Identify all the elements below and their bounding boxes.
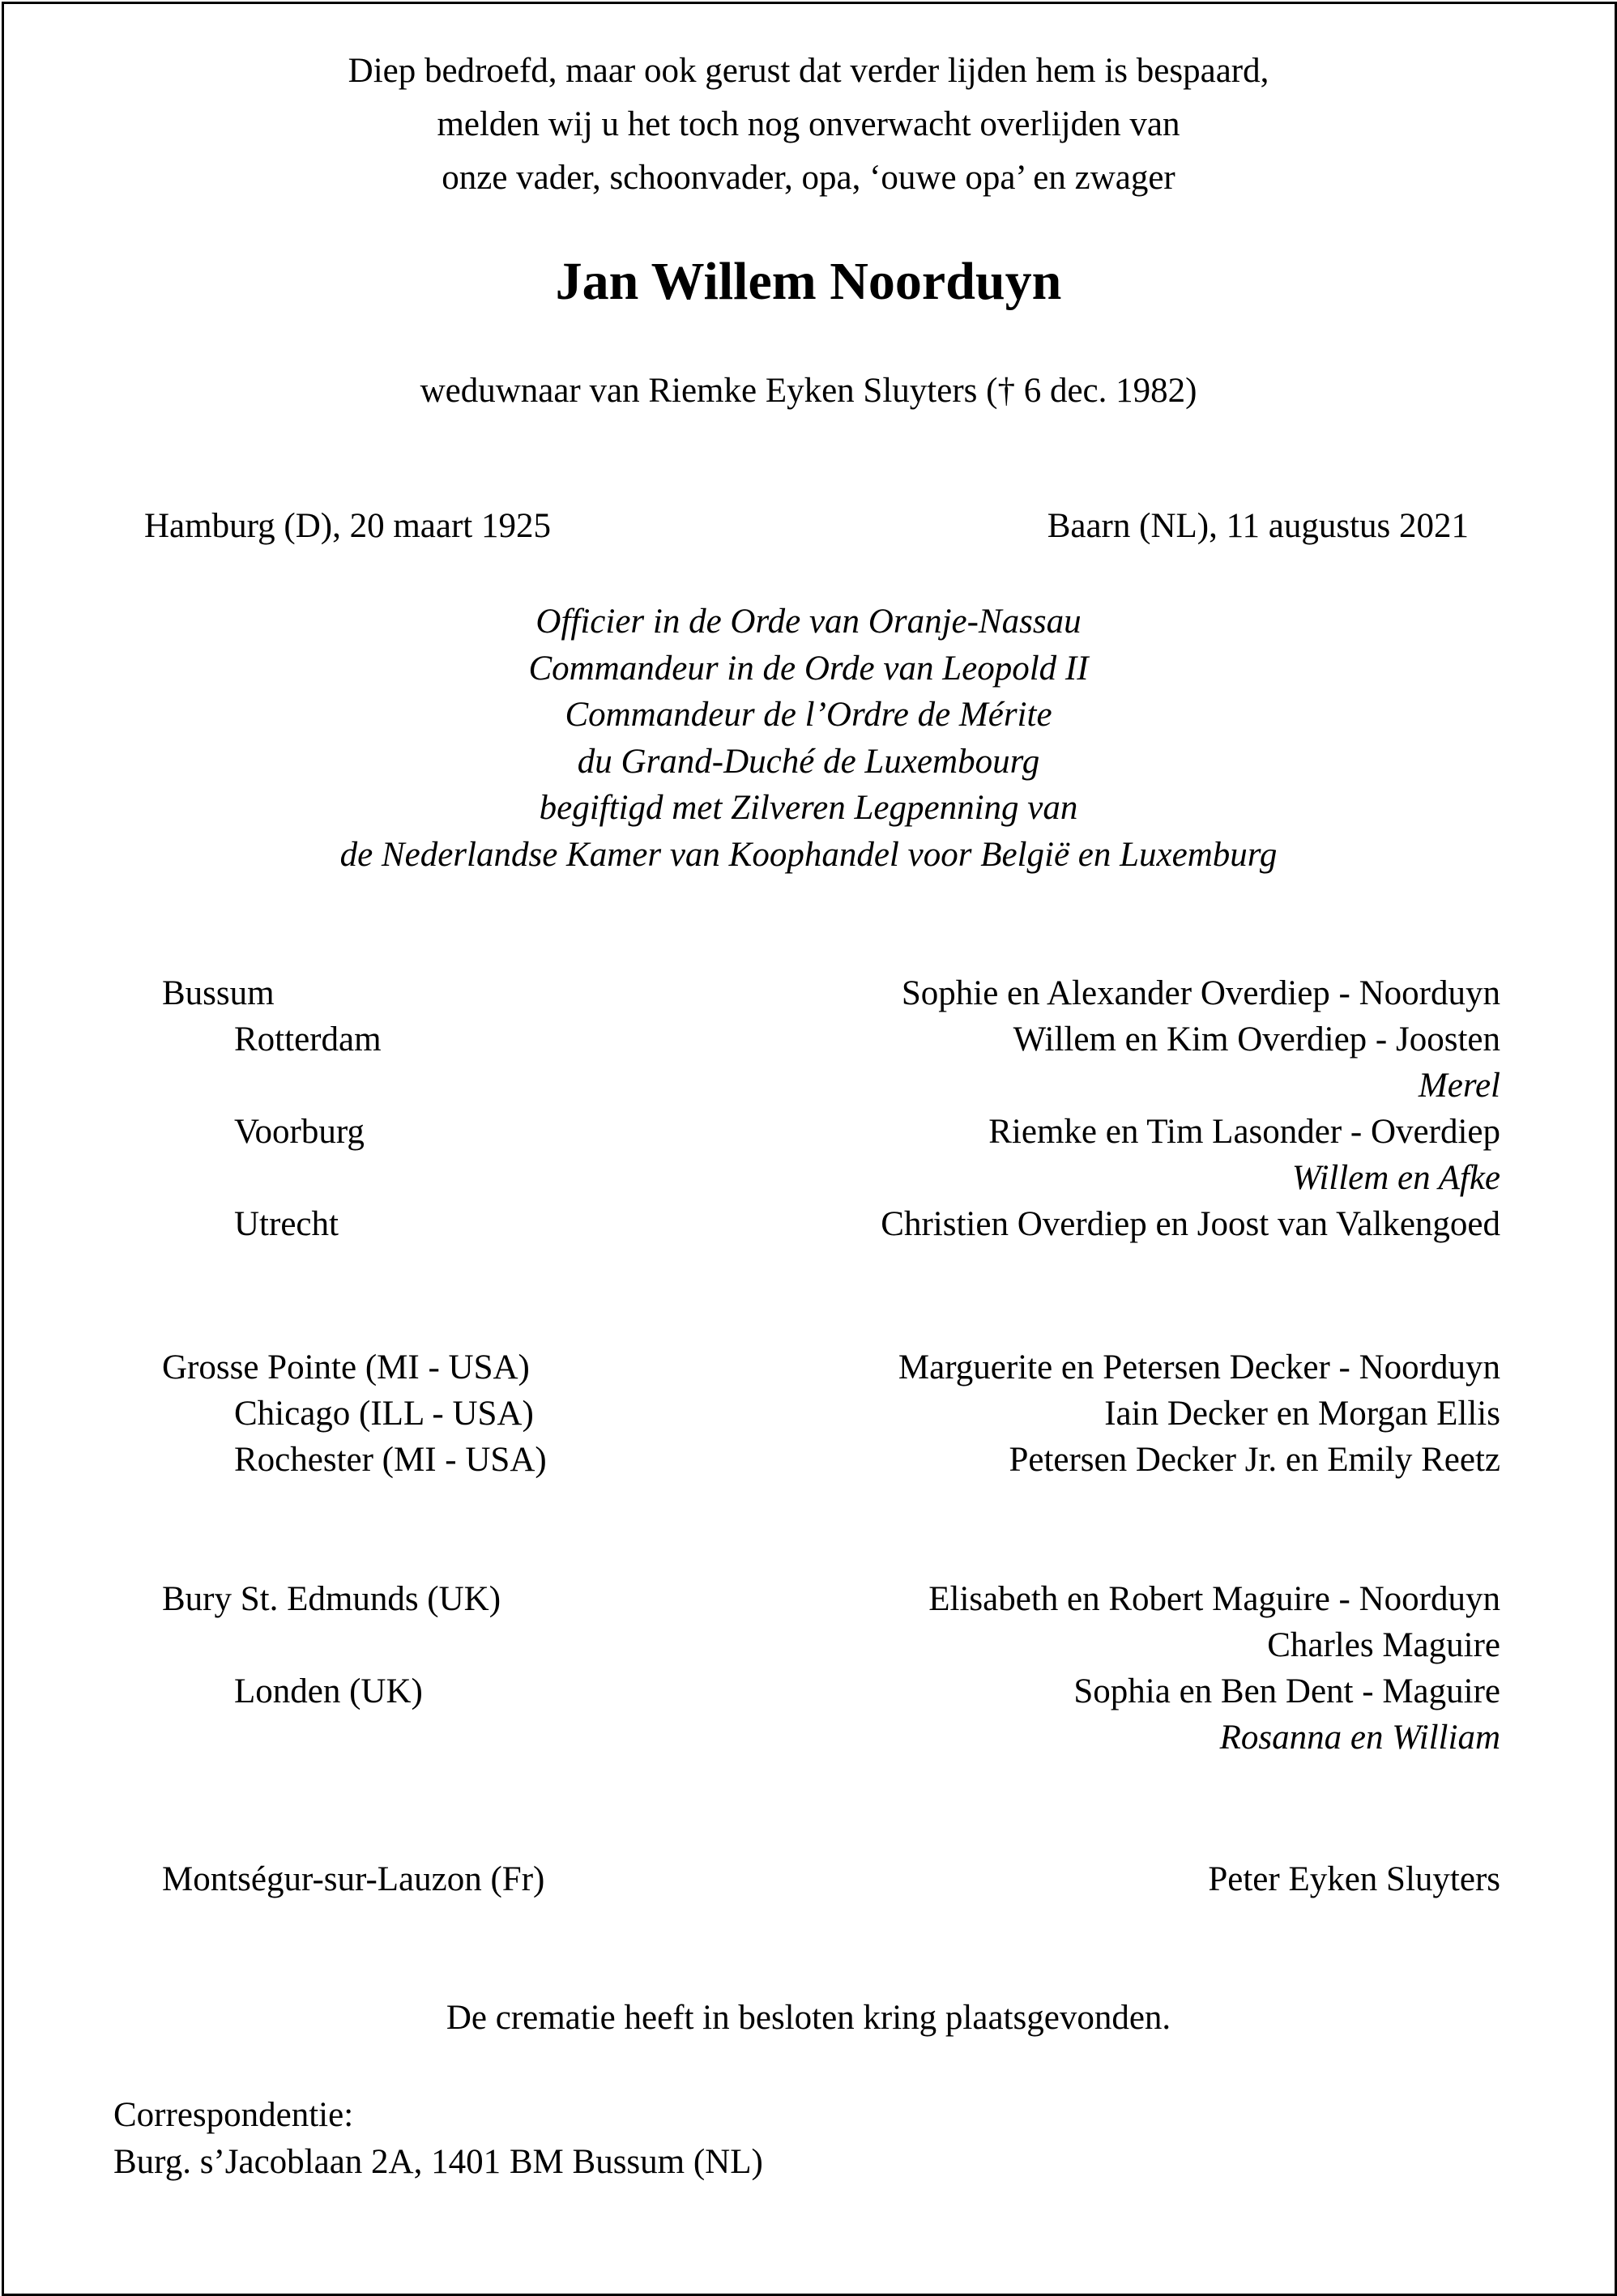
family-place: Londen (UK) [234,1672,423,1710]
intro-text [0,45,1617,205]
family-place: Montségur-sur-Lauzon (Fr) [162,1860,545,1898]
widower-line: weduwnaar van Riemke Eyken Sluyters († 6 dec. 1982) [420,372,1197,410]
deceased-name: Jan Willem Noorduyn [555,252,1062,311]
honour-line: begiftigd met Zilveren Legpenning van [539,789,1078,827]
family-names: Sophia en Ben Dent - Maguire [1073,1672,1500,1710]
family-place: Bussum [162,974,275,1012]
family-row [0,1063,1617,1109]
family-row [0,1857,1617,1902]
family-row [0,1202,1617,1247]
family-row [0,1715,1617,1761]
family-row [0,1110,1617,1155]
grandchildren-names: Rosanna en William [1219,1719,1500,1757]
family-place: Utrecht [234,1205,339,1243]
honours-list [0,598,1617,878]
family-row [0,1577,1617,1622]
family-place: Voorburg [234,1113,365,1151]
family-names: Marguerite en Petersen Decker - Noorduyn [898,1348,1500,1387]
grandchildren-names: Merel [1418,1067,1500,1105]
death-info: Baarn (NL), 11 augustus 2021 [1047,507,1469,545]
family-row [0,971,1617,1016]
family-place: Bury St. Edmunds (UK) [162,1580,501,1618]
intro-line: onze vader, schoonvader, opa, ‘ouwe opa’ en zwager [442,159,1175,197]
correspondence-address: Burg. s’Jacoblaan 2A, 1401 BM Bussum (NL) [113,2143,763,2181]
family-names: Iain Decker en Morgan Ellis [1104,1395,1500,1433]
family-row [0,1156,1617,1201]
honour-line: de Nederlandse Kamer van Koophandel voor België en Luxemburg [339,835,1278,874]
family-names: Riemke en Tim Lasonder - Overdiep [988,1113,1500,1151]
family-place: Rochester (MI - USA) [234,1441,547,1479]
family-row [0,1438,1617,1483]
family-names: Elisabeth en Robert Maguire - Noorduyn [928,1580,1500,1618]
family-row [0,1391,1617,1437]
family-names: Peter Eyken Sluyters [1208,1860,1500,1898]
family-row [0,1017,1617,1063]
family-names: Willem en Kim Overdiep - Joosten [1013,1020,1500,1059]
intro-line: melden wij u het toch nog onverwacht overlijden van [437,105,1180,143]
family-place: Chicago (ILL - USA) [234,1395,534,1433]
family-row [0,1345,1617,1391]
family-row [0,1623,1617,1668]
family-row [0,1669,1617,1715]
honour-line: Commandeur de l’Ordre de Mérite [565,696,1052,734]
grandchildren-names: Willem en Afke [1291,1159,1500,1197]
honour-line: du Grand-Duché de Luxembourg [577,742,1040,781]
cremation-notice: De crematie heeft in besloten kring plaatsgevonden. [446,1999,1171,2037]
family-names: Christien Overdiep en Joost van Valkengoed [881,1205,1500,1243]
correspondence-block [113,2092,763,2186]
family-names: Petersen Decker Jr. en Emily Reetz [1009,1441,1500,1479]
honour-line: Commandeur in de Orde van Leopold II [528,649,1089,688]
family-place: Grosse Pointe (MI - USA) [162,1348,530,1387]
family-place: Rotterdam [234,1020,382,1059]
family-names: Charles Maguire [1267,1626,1500,1664]
family-names: Sophie en Alexander Overdiep - Noorduyn [901,974,1500,1012]
honour-line: Officier in de Orde van Oranje-Nassau [535,603,1082,641]
intro-line: Diep bedroefd, maar ook gerust dat verder lijden hem is bespaard, [348,52,1269,90]
correspondence-label: Correspondentie: [113,2096,354,2134]
birth-info: Hamburg (D), 20 maart 1925 [144,507,551,545]
